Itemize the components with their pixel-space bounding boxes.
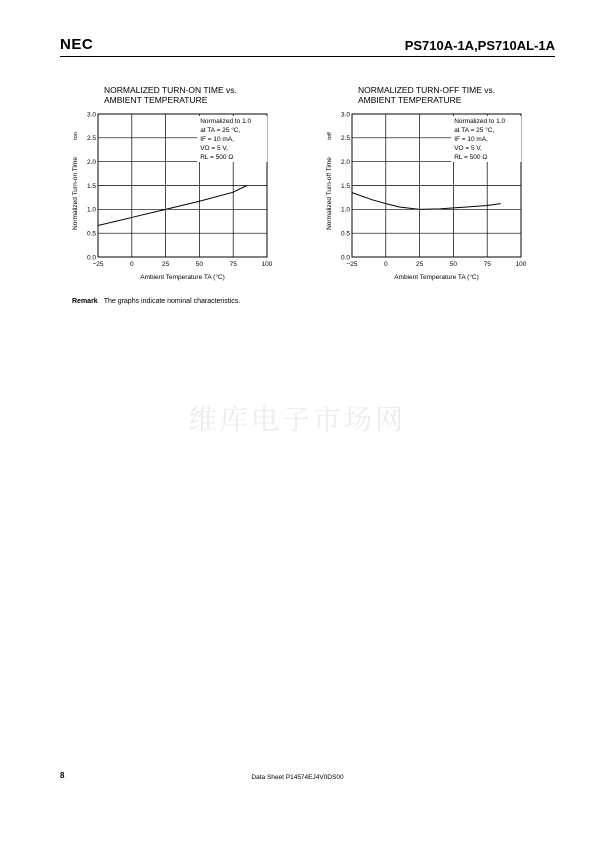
legend-text: RL = 500 Ω	[454, 154, 488, 161]
series-line	[352, 193, 501, 210]
chart-title-line-1: NORMALIZED TURN-ON TIME vs.	[104, 85, 237, 95]
legend-text: Normalized to 1.0	[454, 118, 506, 125]
footer-document-id: Data Sheet P14574EJ4V0DS00	[251, 774, 344, 781]
x-tick-label: 0	[129, 261, 134, 268]
y-tick-label: 1.0	[86, 206, 96, 214]
y-tick-label: 2.0	[340, 158, 350, 166]
y-tick-label: 0.0	[340, 254, 350, 262]
x-tick-label: −25	[346, 261, 358, 268]
remark	[72, 298, 240, 305]
y-tick-label: 1.5	[86, 182, 96, 190]
nec-logo: NEC	[60, 36, 94, 53]
remark-text: The graphs indicate nominal characteristics.	[103, 298, 241, 305]
turn-on-time-plot	[68, 82, 308, 292]
turn-on-time-chart	[68, 82, 308, 292]
legend-text: RL = 500 Ω	[200, 154, 234, 161]
turn-off-time-plot	[322, 82, 562, 292]
y-axis-symbol: ton	[73, 132, 79, 140]
document-title: PS710A-1A,PS710AL-1A	[404, 38, 555, 53]
y-tick-label: 0.0	[86, 254, 96, 262]
y-tick-label: 2.5	[86, 135, 96, 143]
x-tick-label: 100	[515, 261, 527, 268]
x-tick-label: 75	[229, 261, 237, 268]
y-tick-label: 0.5	[86, 230, 96, 238]
x-axis-label: Ambient Temperature TA (°C)	[140, 274, 225, 281]
x-tick-label: 25	[161, 261, 170, 268]
y-tick-label: 3.0	[86, 111, 96, 119]
y-tick-label: 1.5	[340, 182, 350, 190]
x-tick-label: 25	[415, 261, 424, 268]
y-tick-label: 1.0	[340, 206, 350, 214]
legend-text: at TA = 25 °C,	[200, 127, 241, 134]
legend-text: VO = 5 V,	[454, 145, 482, 152]
legend-text: IF = 10 mA,	[454, 136, 488, 143]
x-tick-label: 75	[483, 261, 491, 268]
x-tick-label: 0	[383, 261, 388, 268]
legend-text: VO = 5 V,	[200, 145, 228, 152]
chart-title-line-1: NORMALIZED TURN-OFF TIME vs.	[358, 85, 496, 95]
x-tick-label: 50	[195, 261, 204, 268]
y-tick-label: 3.0	[340, 111, 350, 119]
watermark: 维库电子市场网	[188, 403, 406, 436]
x-tick-label: 100	[261, 261, 273, 268]
y-tick-label: 2.5	[340, 135, 350, 143]
legend-text: Normalized to 1.0	[200, 118, 252, 125]
y-axis-label: Normalized Turn-on Time	[72, 157, 79, 230]
turn-off-time-chart	[322, 82, 562, 292]
y-tick-label: 2.0	[86, 158, 96, 166]
x-axis-label: Ambient Temperature TA (°C)	[394, 274, 479, 281]
legend-text: IF = 10 mA,	[200, 136, 234, 143]
chart-title-line-2: AMBIENT TEMPERATURE	[358, 95, 462, 105]
chart-title-line-2: AMBIENT TEMPERATURE	[104, 95, 208, 105]
header-divider	[60, 56, 555, 57]
page-number: 8	[60, 771, 65, 780]
remark-label: Remark	[72, 298, 98, 305]
x-tick-label: −25	[92, 261, 104, 268]
series-line	[98, 186, 247, 226]
y-axis-symbol: toff	[327, 132, 333, 140]
legend-text: at TA = 25 °C,	[454, 127, 495, 134]
y-axis-label: Normalized Turn-off Time	[326, 157, 333, 230]
x-tick-label: 50	[449, 261, 458, 268]
y-tick-label: 0.5	[340, 230, 350, 238]
